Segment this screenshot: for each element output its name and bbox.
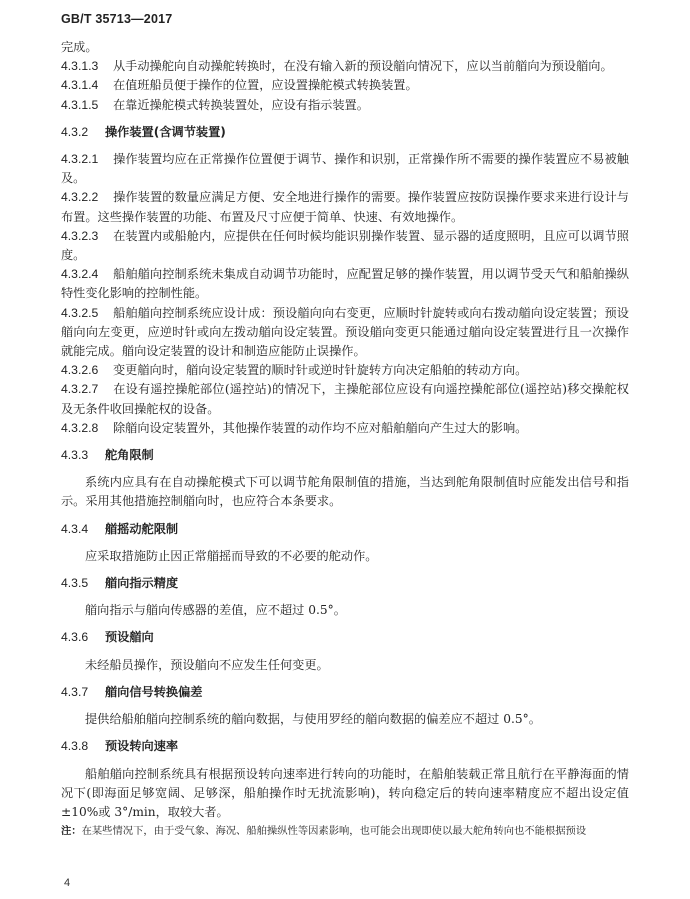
section-number: 4.3.7 xyxy=(61,684,89,699)
section-heading-4-3-3 xyxy=(61,446,629,465)
section-title: 艏向信号转换偏差 xyxy=(105,684,203,699)
clause-text: 变更艏向时，艏向设定装置的顺时针或逆时针旋转方向决定船舶的转动方向。 xyxy=(113,363,528,378)
clause-number: 4.3.2.5 xyxy=(61,305,99,320)
section-body-4-3-4: 应采取措施防止因正常艏摇而导致的不必要的舵动作。 xyxy=(85,548,378,563)
section-heading-4-3-5 xyxy=(61,574,629,593)
section-body-4-3-5: 艏向指示与艏向传感器的差值，应不超过 0.5°。 xyxy=(85,603,346,618)
clause-4-3-2-3 xyxy=(61,227,629,265)
clause-4-3-1-2-tail xyxy=(61,38,629,57)
section-heading-4-3-2 xyxy=(61,123,629,142)
clause-4-3-2-1 xyxy=(61,150,629,188)
section-title: 预设转向速率 xyxy=(105,739,179,754)
clause-4-3-1-5 xyxy=(61,96,629,115)
clause-number: 4.3.2.1 xyxy=(61,152,99,167)
clause-text: 船舶艏向控制系统应设计成：预设艏向向右变更，应顺时针旋转或向右拨动艏向设定装置；预设艏向向左变更，应逆时针或向左拨动艏向设定装置。预设艏向变更只能通过艏向设定装置进行且一次操作就能完成。艏向设定装置的设计和制造应能防止误操作。 xyxy=(61,305,629,359)
clause-4-3-2-6 xyxy=(61,361,629,380)
section-number: 4.3.6 xyxy=(61,630,89,645)
clause-text: 完成。 xyxy=(61,40,98,54)
clause-number: 4.3.2.4 xyxy=(61,267,99,282)
section-title: 艏摇动舵限制 xyxy=(105,521,179,536)
clause-number: 4.3.2.7 xyxy=(61,382,99,397)
clause-4-3-1-3 xyxy=(61,57,629,76)
footnote xyxy=(61,824,629,839)
clause-number: 4.3.1.4 xyxy=(61,78,99,93)
clause-4-3-2-5 xyxy=(61,304,629,362)
clause-number: 4.3.2.6 xyxy=(61,363,99,378)
section-body-4-3-8: 船舶艏向控制系统具有根据预设转向速率进行转向的功能时，在船舶装载正常且航行在平静海面的情况下(即海面足够宽阔、足够深，船舶操作时无扰流影响)，转向稳定后的转向速率精度应不超出设定值±10%或 3°/min，取较大者。 xyxy=(61,766,629,819)
section-number: 4.3.5 xyxy=(61,576,89,591)
clause-4-3-2-2 xyxy=(61,188,629,226)
section-title: 艏向指示精度 xyxy=(105,576,179,591)
clause-number: 4.3.2.2 xyxy=(61,190,99,205)
clause-number: 4.3.1.5 xyxy=(61,97,99,112)
clause-text: 在装置内或船舱内，应提供在任何时候均能识别操作装置、显示器的适度照明，且应可以调节照度。 xyxy=(61,228,629,263)
page-number: 4 xyxy=(64,877,71,889)
section-number: 4.3.3 xyxy=(61,448,89,463)
section-body-4-3-7: 提供给船舶艏向控制系统的艏向数据，与使用罗经的艏向数据的偏差应不超过 0.5°。 xyxy=(85,712,541,727)
section-body-4-3-3: 系统内应具有在自动操舵模式下可以调节舵角限制值的措施，当达到舵角限制值时应能发出信号和指示。采用其他措施控制艏向时，也应符合本条要求。 xyxy=(61,475,629,509)
section-heading-4-3-8 xyxy=(61,737,629,756)
clause-number: 4.3.2.8 xyxy=(61,420,99,435)
section-heading-4-3-6 xyxy=(61,628,629,647)
section-heading-4-3-7 xyxy=(61,683,629,702)
section-number: 4.3.2 xyxy=(61,124,89,139)
clause-text: 船舶艏向控制系统未集成自动调节功能时，应配置足够的操作装置，用以调节受天气和船舶操纵特性变化影响的控制性能。 xyxy=(61,267,629,301)
clause-4-3-2-7 xyxy=(61,380,629,418)
page-content xyxy=(61,38,629,849)
clause-text: 在设有遥控操舵部位(遥控站)的情况下，主操舵部位应设有向遥控操舵部位(遥控站)移交操舵权及无条件收回操舵权的设备。 xyxy=(61,382,629,416)
clause-number: 4.3.2.3 xyxy=(61,228,99,243)
clause-text: 操作装置均应在正常操作位置便于调节、操作和识别，正常操作所不需要的操作装置应不易被触及。 xyxy=(61,152,629,186)
clause-number: 4.3.1.3 xyxy=(61,59,99,74)
section-body-4-3-6: 未经船员操作，预设艏向不应发生任何变更。 xyxy=(85,657,329,672)
clause-text: 除艏向设定装置外，其他操作装置的动作均不应对船舶艏向产生过大的影响。 xyxy=(113,420,528,435)
clause-4-3-2-4 xyxy=(61,265,629,303)
section-title: 舵角限制 xyxy=(105,448,154,463)
section-number: 4.3.4 xyxy=(61,521,89,536)
clause-4-3-2-8 xyxy=(61,419,629,438)
clause-text: 在值班船员便于操作的位置，应设置操舵模式转换装置。 xyxy=(113,78,418,93)
section-title: 操作装置(含调节装置) xyxy=(105,124,226,139)
clause-text: 操作装置的数量应满足方便、安全地进行操作的需要。操作装置应按防误操作要求来进行设计与布置。这些操作装置的功能、布置及尺寸应便于简单、快速、有效地操作。 xyxy=(61,190,629,224)
section-number: 4.3.8 xyxy=(61,739,89,754)
note-label: 注： xyxy=(61,825,82,838)
clause-text: 在靠近操舵模式转换装置处，应设有指示装置。 xyxy=(113,97,369,112)
standard-code-header: GB/T 35713—2017 xyxy=(61,12,173,26)
section-title: 预设艏向 xyxy=(105,630,154,645)
section-heading-4-3-4 xyxy=(61,520,629,539)
note-text: 在某些情况下，由于受气象、海况、船舶操纵性等因素影响，也可能会出现即使以最大舵角转向也不能根据预设 xyxy=(81,825,587,838)
clause-4-3-1-4 xyxy=(61,76,629,95)
clause-text: 从手动操舵向自动操舵转换时，在没有输入新的预设艏向情况下，应以当前艏向为预设艏向。 xyxy=(113,59,613,74)
